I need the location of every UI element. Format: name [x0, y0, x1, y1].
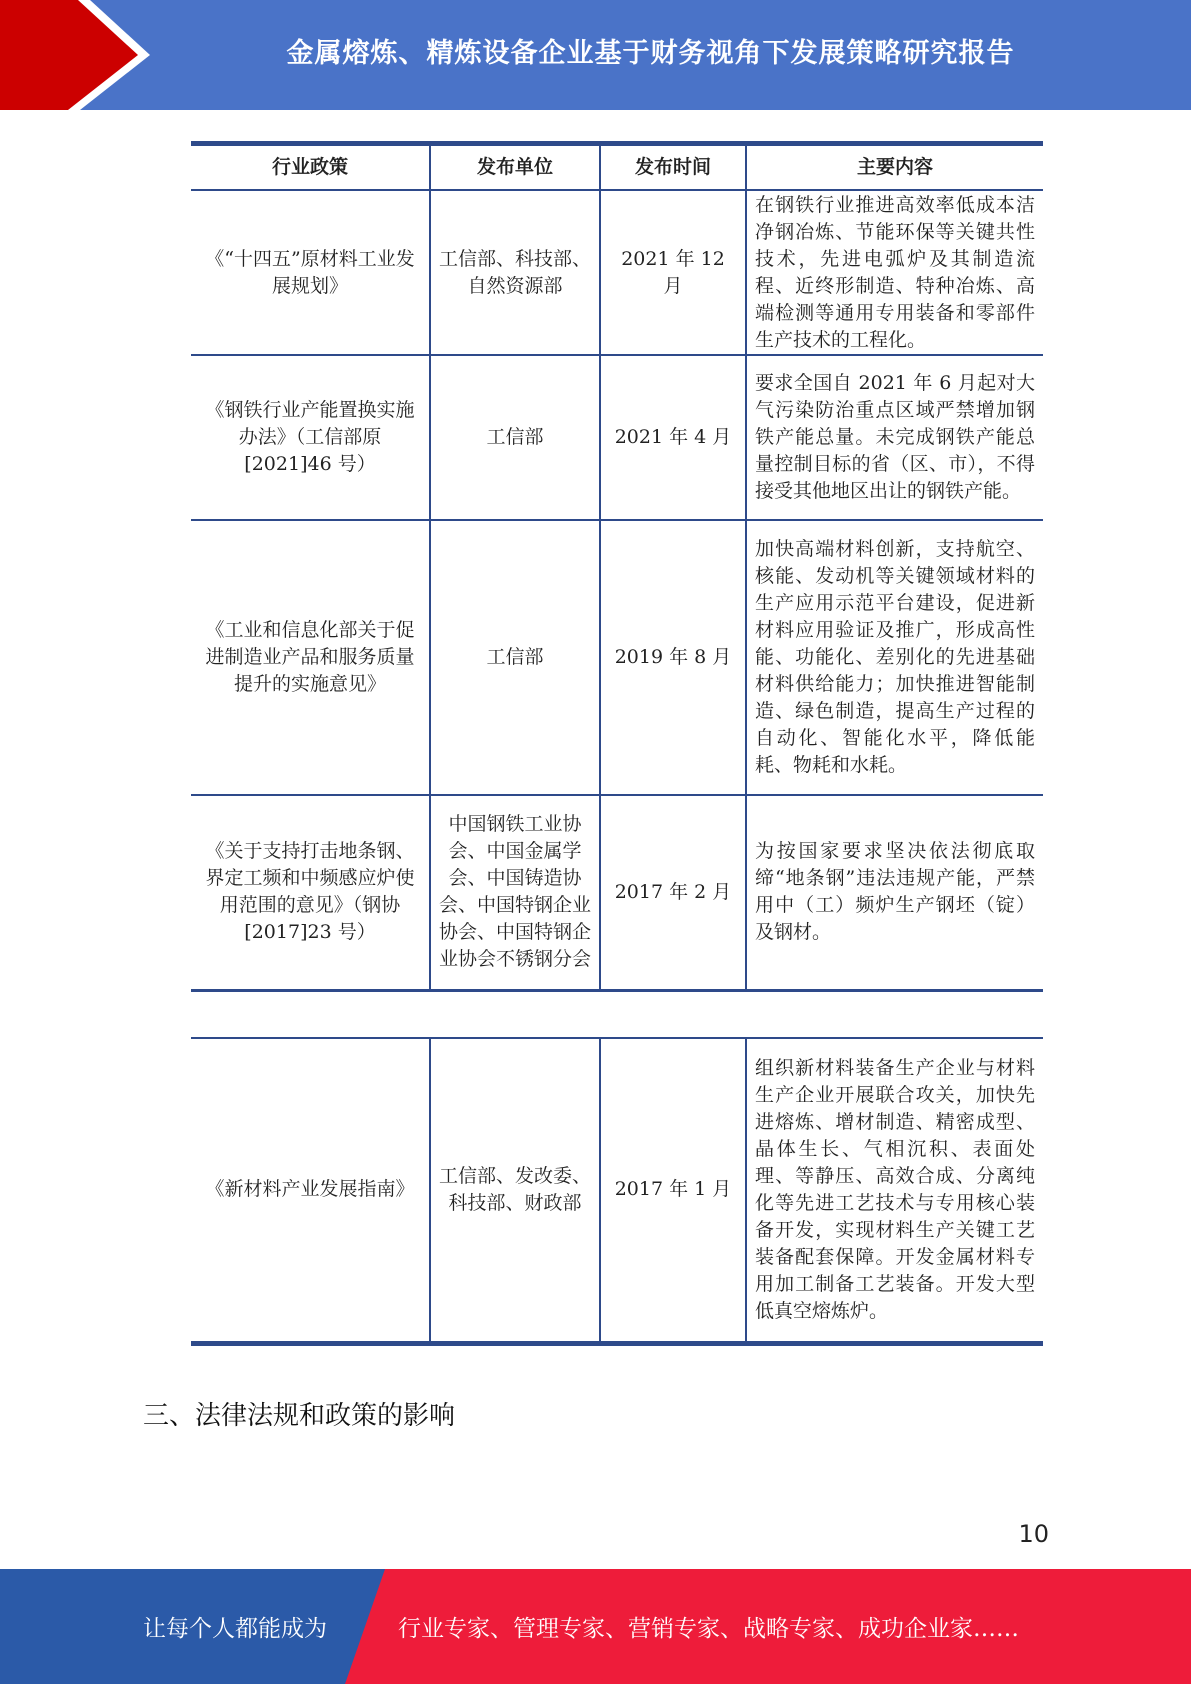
policy-cell: 《工业和信息化部关于促进制造业产品和服务质量提升的实施意见》	[191, 520, 430, 795]
page-number: 10	[1018, 1520, 1049, 1548]
publisher-cell: 工信部	[430, 520, 600, 795]
publisher-cell: 工信部	[430, 355, 600, 520]
column-header-date: 发布时间	[600, 144, 746, 191]
table-row	[191, 520, 1043, 795]
footer-banner	[0, 1569, 1191, 1684]
policy-table	[191, 141, 1043, 992]
footer-slogan-right: 行业专家、管理专家、营销专家、战略专家、成功企业家……	[398, 1616, 1019, 1642]
table-row	[191, 355, 1043, 520]
publisher-cell: 工信部、发改委、科技部、财政部	[430, 1038, 600, 1343]
content-cell: 在钢铁行业推进高效率低成本洁净钢冶炼、节能环保等关键共性技术，先进电弧炉及其制造流程、近终形制造、特种冶炼、高端检测等通用专用装备和零部件生产技术的工程化。	[746, 190, 1043, 355]
policy-cell: 《“十四五”原材料工业发展规划》	[191, 190, 430, 355]
content-cell: 为按国家要求坚决依法彻底取缔“地条钢”违法违规产能，严禁用中（工）频炉生产钢坯（锭）及钢材。	[746, 795, 1043, 990]
publisher-cell: 工信部、科技部、自然资源部	[430, 190, 600, 355]
date-cell: 2021 年 4 月	[600, 355, 746, 520]
table-row	[191, 190, 1043, 355]
policy-cell: 《钢铁行业产能置换实施办法》（工信部原[2021]46 号）	[191, 355, 430, 520]
date-cell: 2021 年 12 月	[600, 190, 746, 355]
publisher-cell: 中国钢铁工业协会、中国金属学会、中国铸造协会、中国特钢企业协会、中国特钢企业协会不锈钢分会	[430, 795, 600, 990]
date-cell: 2017 年 1 月	[600, 1038, 746, 1343]
report-title: 金属熔炼、精炼设备企业基于财务视角下发展策略研究报告	[286, 37, 1015, 69]
table-header-row	[191, 144, 1043, 191]
date-cell: 2017 年 2 月	[600, 795, 746, 990]
red-chevron-icon	[0, 0, 150, 110]
table-row	[191, 795, 1043, 990]
column-header-policy: 行业政策	[191, 144, 430, 191]
content-cell: 要求全国自 2021 年 6 月起对大气污染防治重点区域严禁增加钢铁产能总量。未完成钢铁产能总量控制目标的省（区、市），不得接受其他地区出让的钢铁产能。	[746, 355, 1043, 520]
table-row	[191, 1038, 1043, 1343]
content-cell: 组织新材料装备生产企业与材料生产企业开展联合攻关，加快先进熔炼、增材制造、精密成型、晶体生长、气相沉积、表面处理、等静压、高效合成、分离纯化等先进工艺技术与专用核心装备开发，实现材料生产关键工艺装备配套保障。开发金属材料专用加工制备工艺装备。开发大型低真空熔炼炉。	[746, 1038, 1043, 1343]
content-cell: 加快高端材料创新，支持航空、核能、发动机等关键领域材料的生产应用示范平台建设，促进新材料应用验证及推广，形成高性能、功能化、差别化的先进基础材料供给能力；加快推进智能制造、绿色制造，提高生产过程的自动化、智能化水平，降低能耗、物耗和水耗。	[746, 520, 1043, 795]
header-banner	[0, 0, 1191, 110]
policy-table-continued	[191, 1037, 1043, 1346]
column-header-publisher: 发布单位	[430, 144, 600, 191]
policy-cell: 《新材料产业发展指南》	[191, 1038, 430, 1343]
policy-cell: 《关于支持打击地条钢、界定工频和中频感应炉使用范围的意见》（钢协[2017]23 号）	[191, 795, 430, 990]
date-cell: 2019 年 8 月	[600, 520, 746, 795]
section-heading: 三、法律法规和政策的影响	[143, 1401, 456, 1431]
footer-slogan-left: 让每个人都能成为	[143, 1616, 327, 1642]
column-header-content: 主要内容	[746, 144, 1043, 191]
